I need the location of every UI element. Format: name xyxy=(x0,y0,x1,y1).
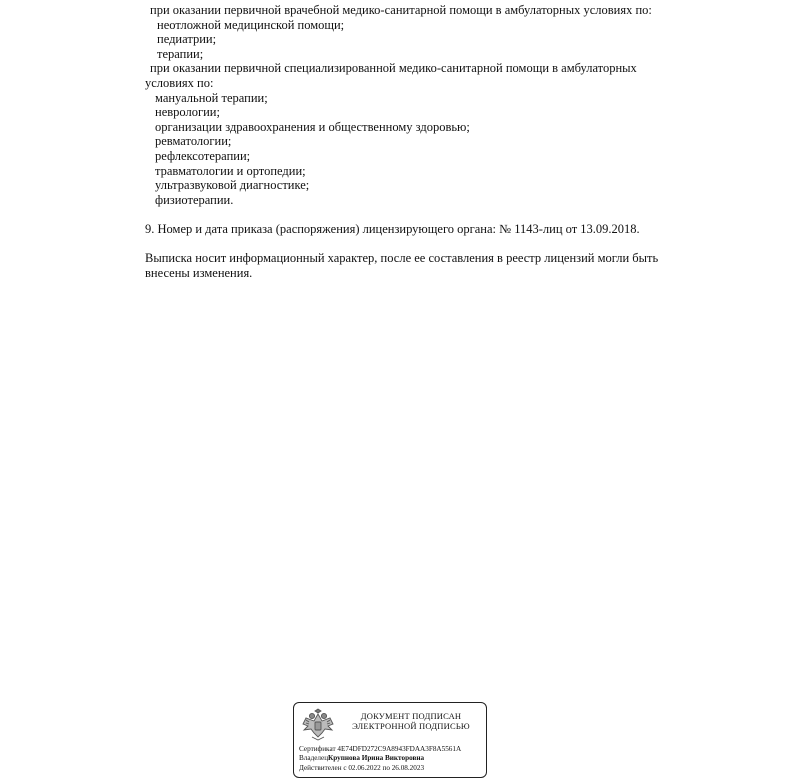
stamp-title-line2: ЭЛЕКТРОННОЙ ПОДПИСЬЮ xyxy=(352,721,470,731)
document-line: ультразвуковой диагностике; xyxy=(155,178,310,193)
coat-of-arms-icon xyxy=(300,707,336,743)
document-line: при оказании первичной врачебной медико-санитарной помощи в амбулаторных условиях по: xyxy=(150,3,652,17)
document-line: неотложной медицинской помощи; xyxy=(157,17,345,32)
blank-line xyxy=(145,207,745,222)
document-line: при оказании первичной специализированной медико-санитарной помощи в амбулаторных xyxy=(150,61,637,76)
document-line: неврологии; xyxy=(155,105,220,120)
document-line: ревматологии; xyxy=(155,134,232,149)
validity-row: Действителен с 02.06.2022 по 26.08.2023 xyxy=(299,763,425,772)
document-line: педиатрии; xyxy=(157,32,217,47)
document-line: рефлексотерапии; xyxy=(155,148,251,163)
electronic-signature-stamp xyxy=(293,702,487,778)
document-body xyxy=(145,3,745,280)
owner-value: Крупнова Ирина Викторовна xyxy=(328,754,425,763)
blank-line xyxy=(145,237,745,252)
owner-row xyxy=(299,754,485,763)
owner-label: Владелец xyxy=(299,754,329,763)
certificate-value: 4E74DFD272C9A8943FDAA3F8A5561A xyxy=(337,745,462,753)
document-line: мануальной терапии; xyxy=(155,90,268,105)
certificate-row xyxy=(299,745,485,754)
document-line: травматологии и ортопедии; xyxy=(155,163,306,178)
stamp-title xyxy=(338,711,484,731)
document-line: 9. Номер и дата приказа (распоряжения) лицензирующего органа: № 1143-лиц от 13.09.2018. xyxy=(145,221,640,236)
stamp-title-line1: ДОКУМЕНТ ПОДПИСАН xyxy=(360,711,462,721)
document-line: условиях по: xyxy=(145,75,214,90)
certificate-label: Сертификат xyxy=(299,745,336,753)
document-line: внесены изменения. xyxy=(145,265,253,280)
document-line: терапии; xyxy=(157,46,204,61)
stamp-details xyxy=(299,745,485,773)
document-line: организации здравоохранения и общественному здоровью; xyxy=(155,119,470,134)
document-line: физиотерапии. xyxy=(155,192,234,207)
document-line: Выписка носит информационный характер, после ее составления в реестр лицензий могли быть xyxy=(145,251,659,266)
